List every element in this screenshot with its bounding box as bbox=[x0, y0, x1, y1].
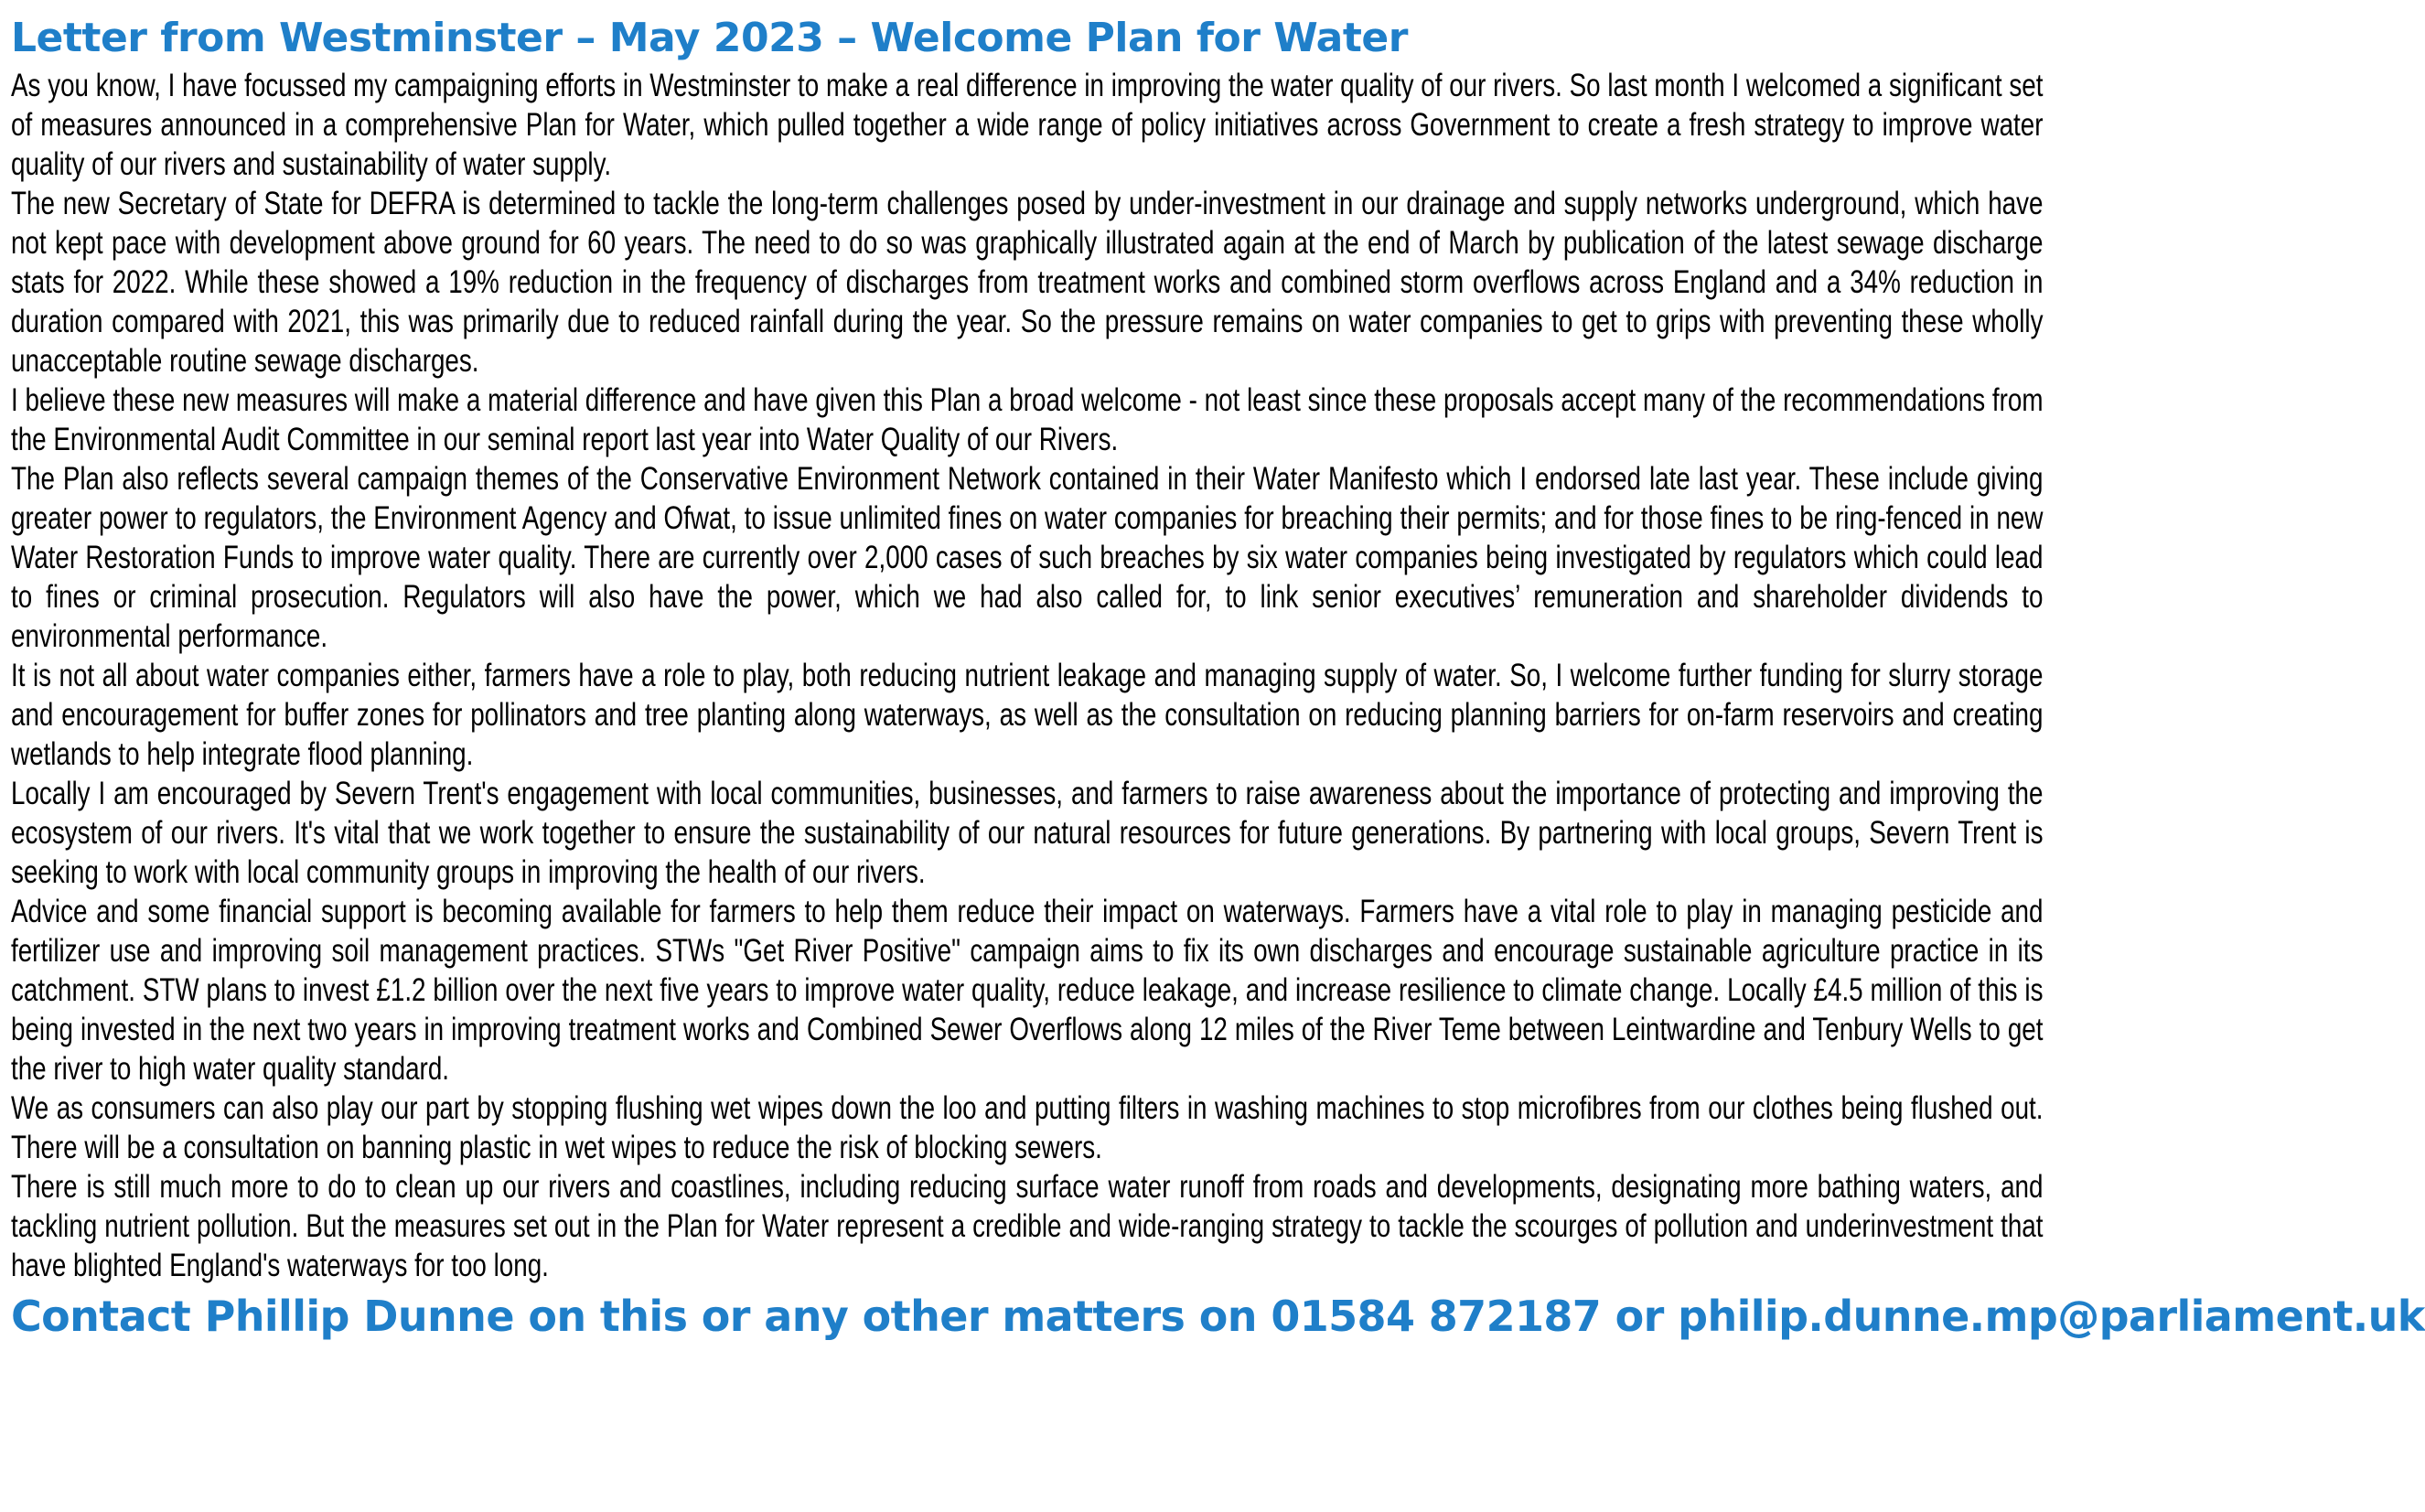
paragraph-9: There is still much more to do to clean up our rivers and coastlines, including reducing surface water runoff from roads and developments, designating more bathing waters, and tackling nutrient pollution. But the measures set out in the Plan for Water represent a credible and wide-ranging strategy to tackle the scourges of pollution and underinvestment that have blighted England's waterways for too long. bbox=[11, 1169, 2044, 1283]
paragraph-6: Locally I am encouraged by Severn Trent's engagement with local communities, businesses, and farmers to raise awareness about the importance of protecting and improving the ecosystem of our rivers. It's vital that we work together to ensure the sustainability of our natural resources for future generations. By partnering with local groups, Severn Trent is seeking to work with local community groups in improving the health of our rivers. bbox=[11, 776, 2044, 890]
contact-line: Contact Phillip Dunne on this or any other matters on 01584 872187 or philip.dunne.mp@parliament.uk bbox=[11, 1292, 2425, 1341]
letter-page bbox=[11, 13, 2425, 1344]
paragraph-4: The Plan also reflects several campaign themes of the Conservative Environment Network contained in their Water Manifesto which I endorsed late last year. These include giving greater power to regulators, the Environment Agency and Ofwat, to issue unlimited fines on water companies for breaching their permits; and for those fines to be ring-fenced in new Water Restoration Funds to improve water quality. There are currently over 2,000 cases of such breaches by six water companies being investigated by regulators which could lead to fines or criminal prosecution. Regulators will also have the power, which we had also called for, to link senior executives’ remuneration and shareholder dividends to environmental performance. bbox=[11, 461, 2044, 654]
letter-body bbox=[11, 66, 2043, 1285]
paragraph-2: The new Secretary of State for DEFRA is determined to tackle the long-term challenges posed by under-investment in our drainage and supply networks underground, which have not kept pace with development above ground for 60 years. The need to do so was graphically illustrated again at the end of March by publication of the latest sewage discharge stats for 2022. While these showed a 19% reduction in the frequency of discharges from treatment works and combined storm overflows across England and a 34% reduction in duration compared with 2021, this was primarily due to reduced rainfall during the year. So the pressure remains on water companies to get to grips with preventing these wholly unacceptable routine sewage discharges. bbox=[11, 186, 2044, 379]
paragraph-1: As you know, I have focussed my campaigning efforts in Westminster to make a real difference in improving the water quality of our rivers. So last month I welcomed a significant set of measures announced in a comprehensive Plan for Water, which pulled together a wide range of policy initiatives across Government to create a fresh strategy to improve water quality of our rivers and sustainability of water supply. bbox=[11, 68, 2044, 182]
paragraph-8: We as consumers can also play our part by stopping flushing wet wipes down the loo and putting filters in washing machines to stop microfibres from our clothes being flushed out. There will be a consultation on banning plastic in wet wipes to reduce the risk of blocking sewers. bbox=[11, 1090, 2044, 1165]
paragraph-5: It is not all about water companies either, farmers have a role to play, both reducing nutrient leakage and managing supply of water. So, I welcome further funding for slurry storage and encouragement for buffer zones for pollinators and tree planting along waterways, as well as the consultation on reducing planning barriers for on-farm reservoirs and creating wetlands to help integrate flood planning. bbox=[11, 658, 2044, 772]
letter-title: Letter from Westminster – May 2023 – Welcome Plan for Water bbox=[11, 15, 1408, 61]
paragraph-3: I believe these new measures will make a material difference and have given this Plan a broad welcome - not least since these proposals accept many of the recommendations from the Environmental Audit Committee in our seminal report last year into Water Quality of our Rivers. bbox=[11, 382, 2044, 457]
paragraph-7: Advice and some financial support is becoming available for farmers to help them reduce their impact on waterways. Farmers have a vital role to play in managing pesticide and fertilizer use and improving soil management practices. STWs "Get River Positive" campaign aims to fix its own discharges and encourage sustainable agriculture practice in its catchment. STW plans to invest £1.2 billion over the next five years to improve water quality, reduce leakage, and increase resilience to climate change. Locally £4.5 million of this is being invested in the next two years in improving treatment works and Combined Sewer Overflows along 12 miles of the River Teme between Leintwardine and Tenbury Wells to get the river to high water quality standard. bbox=[11, 894, 2044, 1087]
